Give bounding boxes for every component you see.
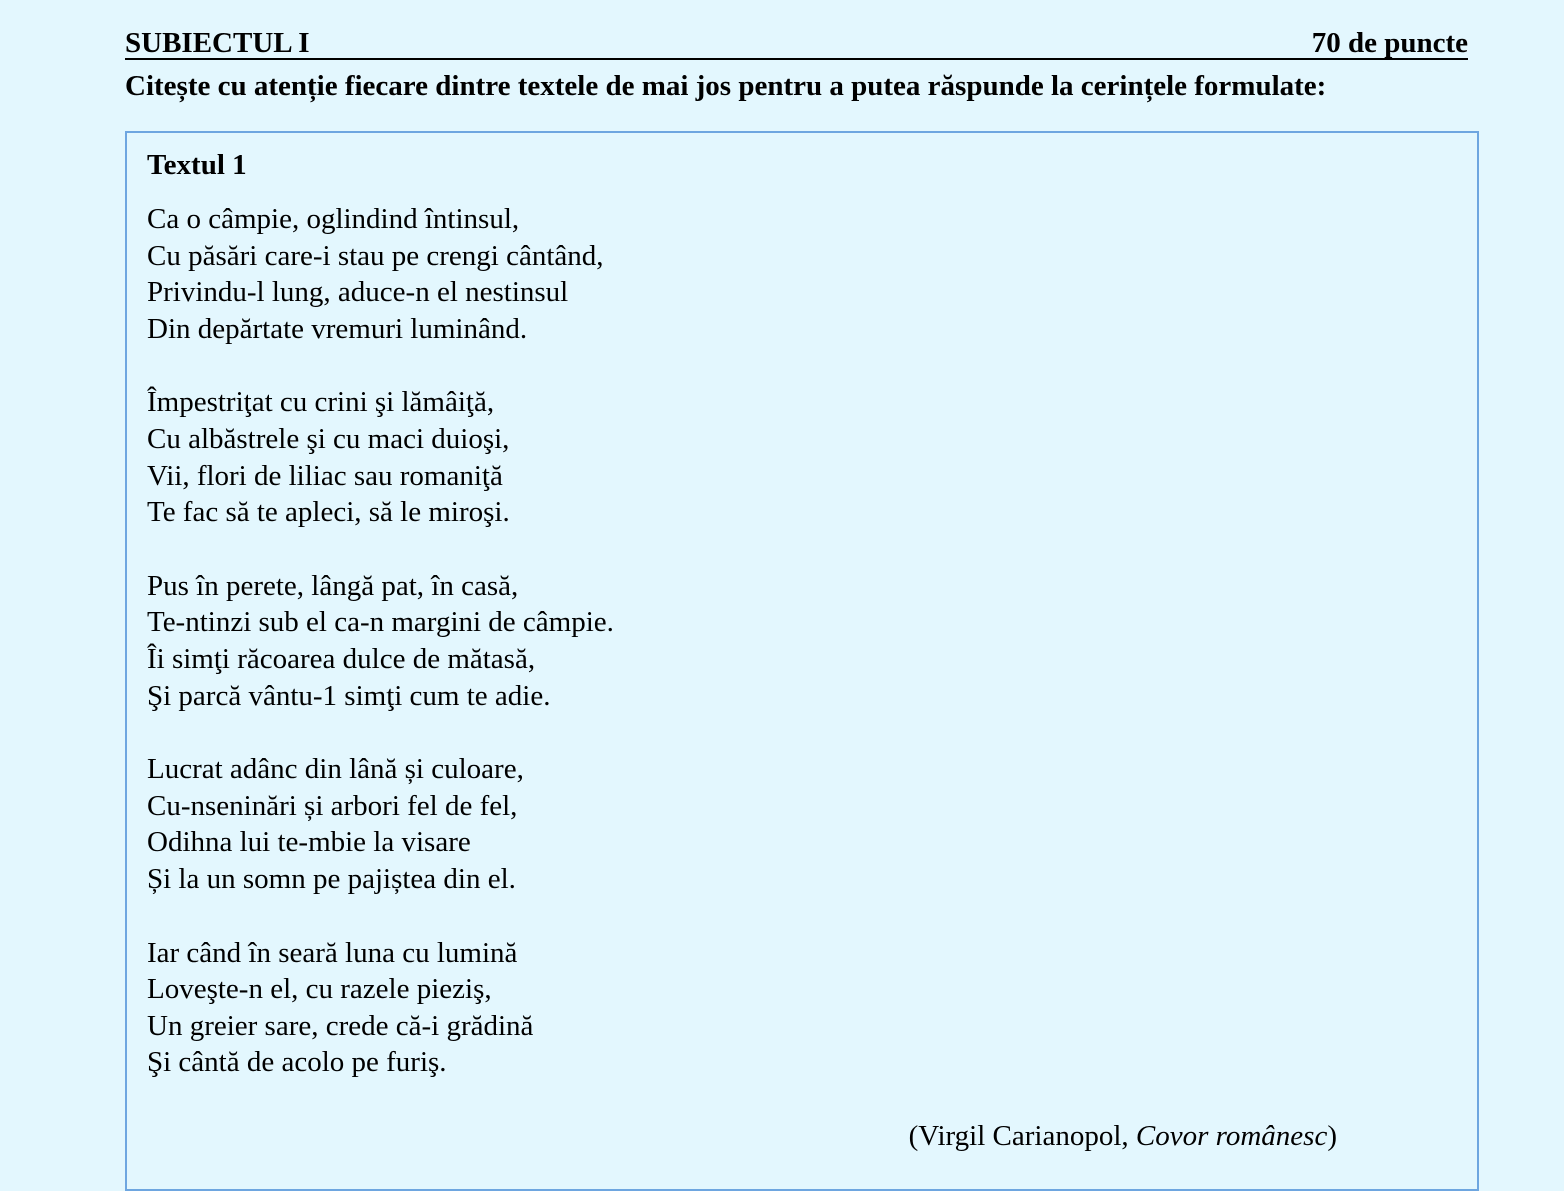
subject-header bbox=[125, 28, 1468, 60]
subject-title: SUBIECTUL I bbox=[125, 27, 310, 59]
verse: Cu-nseninări și arbori fel de fel, bbox=[147, 789, 518, 822]
verse: Privindu-l lung, aduce-n el nestinsul bbox=[147, 276, 569, 309]
stanza-2 bbox=[147, 384, 614, 530]
verse: Vii, flori de liliac sau romaniţă bbox=[147, 459, 503, 492]
stanza-5 bbox=[147, 935, 614, 1081]
attribution-work-title: Covor românesc bbox=[1135, 1120, 1328, 1152]
text-1-box bbox=[125, 131, 1479, 1191]
attribution bbox=[909, 1118, 1337, 1154]
subject-points: 70 de puncte bbox=[1311, 27, 1468, 59]
instruction-text: Citește cu atenție fiecare dintre textele de mai jos pentru a putea răspunde la cerințele formulate: bbox=[125, 70, 1327, 102]
verse: Un greier sare, crede că-i grădină bbox=[147, 1009, 534, 1042]
stanza-1 bbox=[147, 201, 614, 347]
verse: Lucrat adânc din lână și culoare, bbox=[147, 753, 524, 786]
stanza-4 bbox=[147, 751, 614, 897]
verse: Iar când în seară luna cu lumină bbox=[147, 936, 518, 969]
verse: Cu albăstrele şi cu maci duioşi, bbox=[147, 422, 510, 455]
stanza-3 bbox=[147, 568, 614, 714]
verse: Îi simţi răcoarea dulce de mătasă, bbox=[147, 642, 536, 675]
verse: Te-ntinzi sub el ca-n margini de câmpie. bbox=[147, 606, 614, 639]
verse: Loveşte-n el, cu razele pieziş, bbox=[147, 973, 492, 1006]
verse: Odihna lui te-mbie la visare bbox=[147, 826, 471, 859]
verse: Și la un somn pe pajiștea din el. bbox=[147, 862, 516, 895]
attribution-close: ) bbox=[1327, 1120, 1337, 1152]
verse: Pus în perete, lângă pat, în casă, bbox=[147, 569, 519, 602]
verse: Ca o câmpie, oglindind întinsul, bbox=[147, 203, 520, 235]
verse: Din depărtate vremuri luminând. bbox=[147, 312, 528, 345]
verse: Te fac să te apleci, să le miroşi. bbox=[147, 496, 510, 529]
verse: Cu păsări care-i stau pe crengi cântând, bbox=[147, 239, 604, 272]
attribution-author: (Virgil Carianopol, bbox=[908, 1120, 1136, 1152]
verse: Şi parcă vântu-1 simţi cum te adie. bbox=[147, 679, 551, 712]
text-1-title: Textul 1 bbox=[147, 149, 247, 181]
poem bbox=[147, 201, 614, 1118]
verse: Împestriţat cu crini şi lămâiţă, bbox=[147, 386, 495, 419]
verse: Şi cântă de acolo pe furiş. bbox=[147, 1046, 447, 1079]
